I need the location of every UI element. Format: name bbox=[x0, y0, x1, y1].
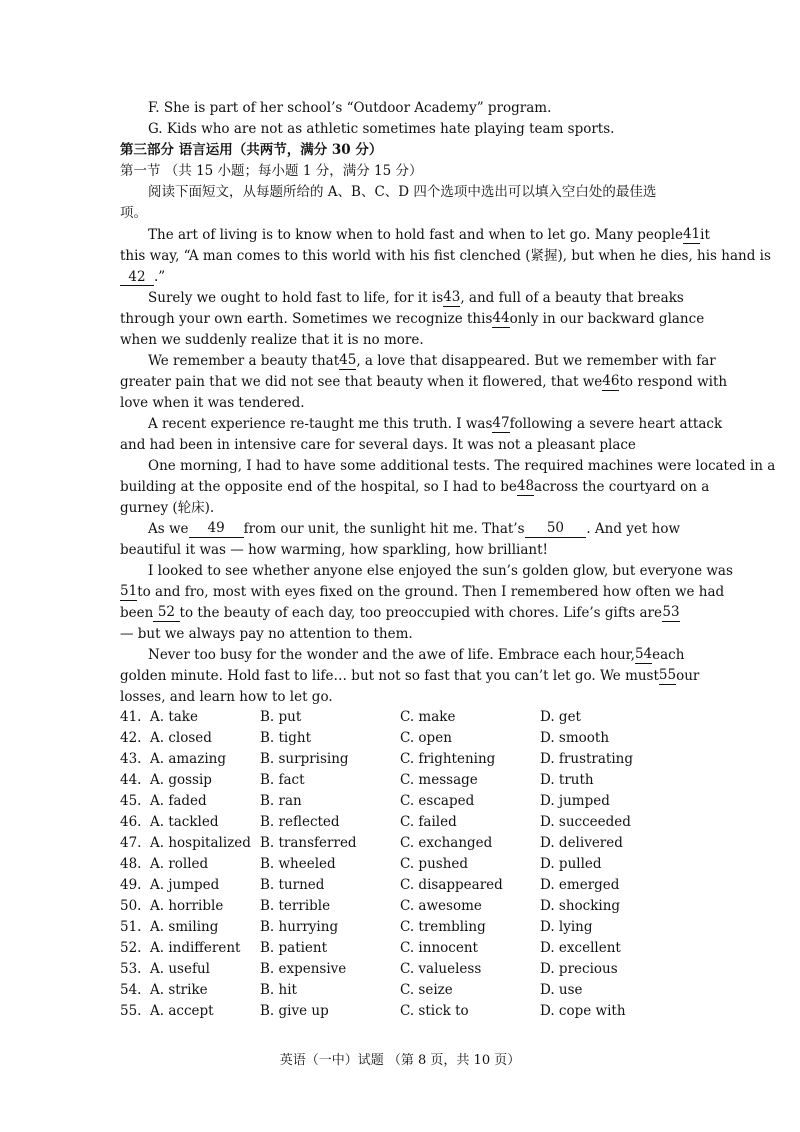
option-b: B. put bbox=[260, 709, 302, 725]
option-d: D. truth bbox=[540, 772, 594, 788]
passage-text: As we bbox=[148, 521, 189, 537]
passage-text: Surely we ought to hold fast to life, for it is bbox=[148, 290, 444, 306]
passage-line bbox=[148, 520, 680, 538]
question-number: 53. bbox=[120, 961, 142, 977]
passage-line bbox=[120, 268, 165, 286]
option-d: D. pulled bbox=[540, 856, 602, 872]
option-b: B. surprising bbox=[260, 751, 349, 767]
instruction-line-1: 阅读下面短文，从每题所给的 A、B、C、D 四个选项中选出可以填入空白处的最佳选 bbox=[148, 184, 657, 200]
option-c: C. disappeared bbox=[400, 877, 503, 893]
option-c: C. seize bbox=[400, 982, 453, 998]
question-number: 45. bbox=[120, 793, 142, 809]
passage-line: I looked to see whether anyone else enjoyed the sun’s golden glow, but everyone was bbox=[148, 563, 733, 579]
blank-50: 50 bbox=[525, 520, 587, 538]
option-a: A. strike bbox=[150, 982, 208, 998]
question-number: 49. bbox=[120, 877, 142, 893]
option-d: D. use bbox=[540, 982, 583, 998]
passage-line bbox=[120, 478, 710, 496]
option-b: B. turned bbox=[260, 877, 325, 893]
option-b: B. reflected bbox=[260, 814, 340, 830]
passage-text: Never too busy for the wonder and the awe of life. Embrace each hour, bbox=[148, 647, 635, 663]
option-c: C. message bbox=[400, 772, 478, 788]
blank-51: 51 bbox=[120, 583, 138, 599]
option-c: C. pushed bbox=[400, 856, 469, 872]
option-a: A. hospitalized bbox=[150, 835, 251, 851]
passage-text: building at the opposite end of the hospital, so I had to be bbox=[120, 479, 517, 495]
passage-text: been bbox=[120, 605, 154, 621]
part-title: 第三部分 语言运用（共两节，满分 30 分） bbox=[120, 142, 383, 158]
option-c: C. valueless bbox=[400, 961, 482, 977]
passage-line bbox=[120, 310, 705, 328]
passage-text: following a severe heart attack bbox=[509, 416, 723, 432]
option-b: B. fact bbox=[260, 772, 305, 788]
option-d: D. precious bbox=[540, 961, 618, 977]
instruction-line-2: 项。 bbox=[120, 205, 147, 221]
question-number: 42. bbox=[120, 730, 142, 746]
question-number: 46. bbox=[120, 814, 142, 830]
passage-text: to and fro, most with eyes fixed on the ground. Then I remembered how often we had bbox=[137, 584, 725, 600]
passage-text: , a love that disappeared. But we remember with far bbox=[356, 353, 716, 369]
option-b: B. tight bbox=[260, 730, 312, 746]
blank-48: 48 bbox=[516, 478, 535, 494]
option-a: A. indifferent bbox=[150, 940, 241, 956]
passage-line: when we suddenly realize that it is no more. bbox=[120, 332, 424, 348]
question-number: 48. bbox=[120, 856, 142, 872]
blank-47: 47 bbox=[492, 415, 510, 431]
option-d: D. excellent bbox=[540, 940, 621, 956]
passage-line bbox=[120, 604, 680, 622]
blank-44: 44 bbox=[492, 310, 510, 326]
passage-text: across the courtyard on a bbox=[534, 479, 710, 495]
option-d: D. delivered bbox=[540, 835, 623, 851]
option-a: A. rolled bbox=[150, 856, 209, 872]
passage-text: greater pain that we did not see that beauty when it flowered, that we bbox=[120, 374, 603, 390]
option-d: D. shocking bbox=[540, 898, 621, 914]
blank-49: 49 bbox=[189, 520, 244, 538]
question-number: 41. bbox=[120, 709, 142, 725]
blank-54: 54 bbox=[634, 646, 653, 662]
blank-42: 42 bbox=[120, 269, 154, 286]
passage-text: . And yet how bbox=[586, 521, 680, 537]
option-b: B. expensive bbox=[260, 961, 347, 977]
question-number: 44. bbox=[120, 772, 142, 788]
option-a: A. tackled bbox=[150, 814, 219, 830]
option-a: A. jumped bbox=[150, 877, 220, 893]
passage-line: beautiful it was — how warming, how sparkling, how brilliant! bbox=[120, 542, 548, 558]
passage-line: gurney (轮床). bbox=[120, 500, 215, 516]
passage-text: through your own earth. Sometimes we recognize this bbox=[120, 311, 493, 327]
option-c: C. exchanged bbox=[400, 835, 493, 851]
passage-text: golden minute. Hold fast to life… but not so fast that you can’t let go. We must bbox=[120, 668, 659, 684]
passage-text: A recent experience re-taught me this truth. I was bbox=[148, 416, 493, 432]
option-a: A. smiling bbox=[150, 919, 219, 935]
option-c: C. trembling bbox=[400, 919, 486, 935]
question-number: 50. bbox=[120, 898, 142, 914]
blank-53: 53 bbox=[662, 604, 680, 620]
passage-line bbox=[148, 415, 723, 433]
passage-text: it bbox=[700, 227, 710, 243]
option-c: C. escaped bbox=[400, 793, 475, 809]
passage-text: The art of living is to know when to hold fast and when to let go. Many people bbox=[148, 227, 683, 243]
option-b: B. hurrying bbox=[260, 919, 339, 935]
question-number: 47. bbox=[120, 835, 142, 851]
passage-text: only in our backward glance bbox=[509, 311, 705, 327]
option-c: C. open bbox=[400, 730, 452, 746]
option-b: B. transferred bbox=[260, 835, 357, 851]
option-c: C. stick to bbox=[400, 1003, 469, 1019]
passage-line bbox=[148, 289, 684, 307]
passage-line bbox=[148, 226, 710, 244]
passage-text: our bbox=[676, 668, 700, 684]
passage-line: One morning, I had to have some additional tests. The required machines were located in a bbox=[148, 458, 776, 474]
question-number: 43. bbox=[120, 751, 142, 767]
option-a: A. useful bbox=[150, 961, 210, 977]
passage-line bbox=[120, 373, 728, 391]
option-c: C. innocent bbox=[400, 940, 478, 956]
blank-43: 43 bbox=[443, 289, 461, 305]
option-d: D. cope with bbox=[540, 1003, 626, 1019]
option-a: A. closed bbox=[150, 730, 212, 746]
page-footer: 英语（一中）试题 （第 8 页，共 10 页） bbox=[279, 1053, 521, 1068]
passage-text: We remember a beauty that bbox=[148, 353, 340, 369]
option-c: C. failed bbox=[400, 814, 457, 830]
option-b: B. terrible bbox=[260, 898, 331, 914]
option-d: D. lying bbox=[540, 919, 593, 935]
passage-line bbox=[120, 667, 700, 685]
passage-text: .” bbox=[154, 269, 166, 285]
option-a: A. gossip bbox=[150, 772, 212, 788]
option-c: C. make bbox=[400, 709, 456, 725]
passage-text: each bbox=[652, 647, 685, 663]
subsection-title: 第一节 （共 15 小题；每小题 1 分，满分 15 分） bbox=[120, 163, 423, 179]
option-a: A. accept bbox=[150, 1003, 214, 1019]
option-b: B. wheeled bbox=[260, 856, 336, 872]
passage-line bbox=[148, 646, 685, 664]
passage-line: losses, and learn how to let go. bbox=[120, 689, 333, 705]
passage-text: to the beauty of each day, too preoccupied with chores. Life’s gifts are bbox=[179, 605, 662, 621]
option-b: B. patient bbox=[260, 940, 328, 956]
blank-52: 52 bbox=[153, 604, 179, 622]
option-b: B. ran bbox=[260, 793, 302, 809]
option-a: A. faded bbox=[150, 793, 207, 809]
passage-line: and had been in intensive care for several days. It was not a pleasant place bbox=[120, 437, 636, 453]
option-g: G. Kids who are not as athletic sometimes hate playing team sports. bbox=[148, 121, 615, 137]
passage-line bbox=[120, 583, 725, 601]
passage-text: to respond with bbox=[619, 374, 728, 390]
option-b: B. hit bbox=[260, 982, 297, 998]
question-number: 52. bbox=[120, 940, 142, 956]
option-a: A. take bbox=[150, 709, 198, 725]
blank-46: 46 bbox=[602, 373, 620, 389]
passage-text: , and full of a beauty that breaks bbox=[460, 290, 684, 306]
option-a: A. amazing bbox=[150, 751, 226, 767]
passage-line: love when it was tendered. bbox=[120, 395, 305, 411]
passage-line: — but we always pay no attention to them. bbox=[120, 626, 413, 642]
option-d: D. get bbox=[540, 709, 581, 725]
passage-line bbox=[148, 352, 716, 370]
option-d: D. jumped bbox=[540, 793, 610, 809]
passage-text: from our unit, the sunlight hit me. That’s bbox=[243, 521, 525, 537]
passage-line: this way, “A man comes to this world with his fist clenched (紧握), but when he dies, his hand is bbox=[120, 248, 771, 264]
option-d: D. succeeded bbox=[540, 814, 631, 830]
option-d: D. smooth bbox=[540, 730, 610, 746]
question-number: 51. bbox=[120, 919, 142, 935]
option-a: A. horrible bbox=[150, 898, 224, 914]
option-b: B. give up bbox=[260, 1003, 329, 1019]
question-number: 54. bbox=[120, 982, 142, 998]
option-c: C. awesome bbox=[400, 898, 482, 914]
option-f: F. She is part of her school’s “Outdoor Academy” program. bbox=[148, 100, 552, 116]
blank-55: 55 bbox=[658, 667, 677, 683]
question-number: 55. bbox=[120, 1003, 142, 1019]
blank-45: 45 bbox=[339, 352, 357, 368]
option-d: D. emerged bbox=[540, 877, 620, 893]
option-c: C. frightening bbox=[400, 751, 496, 767]
option-d: D. frustrating bbox=[540, 751, 634, 767]
blank-41: 41 bbox=[682, 226, 701, 242]
